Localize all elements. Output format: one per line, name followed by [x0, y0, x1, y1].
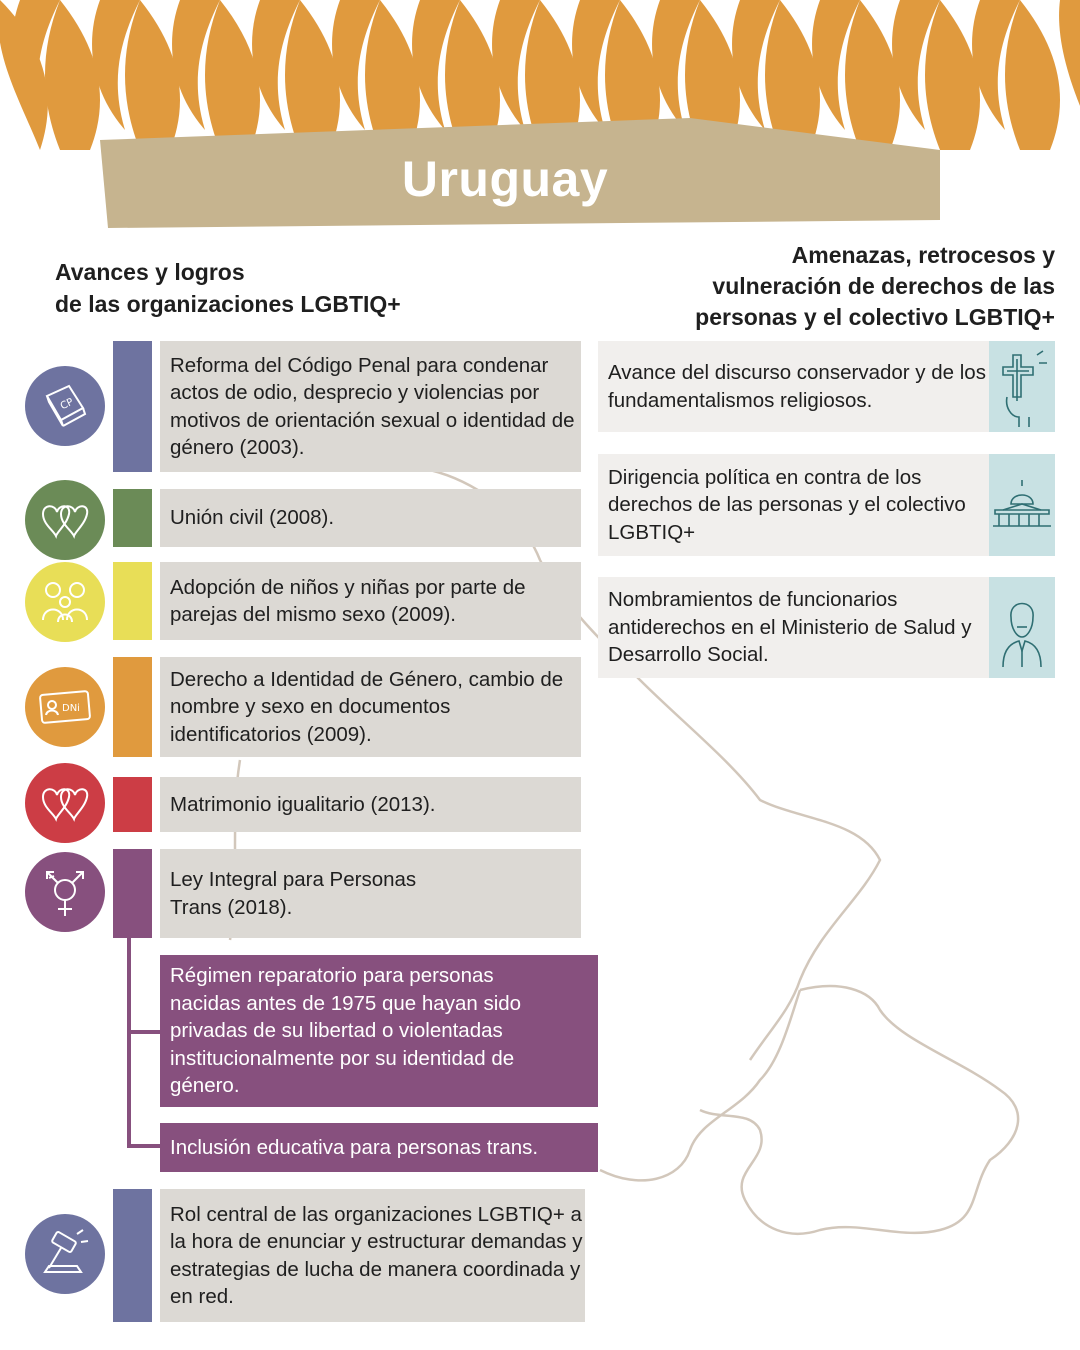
advance-text: Adopción de niños y niñas por parte de parejas del mismo sexo (2009).	[170, 575, 526, 626]
advance-item	[160, 1189, 585, 1322]
threats-heading-line: vulneración de derechos de las	[712, 273, 1055, 299]
page-title: Uruguay	[401, 151, 609, 207]
connector-line	[127, 1030, 160, 1034]
threat-text: Avance del discurso conservador y de los fundamentalismos religiosos.	[608, 361, 986, 412]
svg-text:CP: CP	[58, 396, 76, 413]
advance-text: Rol central de las organizaciones LGBTIQ+ a la hora de enunciar y estructurar demandas y estrategias de lucha de manera coordinada y en red.	[170, 1202, 583, 1308]
trans-subitem	[160, 1123, 598, 1172]
advances-heading-line: Avances y logros	[55, 259, 245, 285]
threat-item	[598, 341, 989, 432]
threats-heading-line: personas y el colectivo LGBTIQ+	[695, 304, 1055, 330]
advance-item	[160, 341, 581, 472]
advance-color-bar	[113, 562, 152, 640]
two-hearts-icon	[25, 763, 105, 843]
advance-color-bar	[113, 777, 152, 832]
advance-text: Derecho a Identidad de Género, cambio de nombre y sexo en documentos identificatorios (2009).	[170, 667, 564, 746]
gavel-icon	[25, 1214, 105, 1294]
id-card-icon	[25, 667, 105, 747]
advance-item	[160, 849, 581, 938]
advances-heading-line: de las organizaciones LGBTIQ+	[55, 291, 401, 317]
trans-subitem-text: Régimen reparatorio para personas nacidas antes de 1975 que hayan sido privadas de su libertad o violentadas institucionalmente por su identidad de género.	[170, 964, 522, 1098]
connector-line	[127, 938, 131, 1148]
advance-text: Unión civil (2008).	[170, 506, 335, 530]
advance-text: Ley Integral para Personas Trans (2018).	[170, 868, 417, 919]
threat-item	[598, 454, 989, 556]
svg-text:DNi: DNi	[62, 703, 80, 714]
advance-color-bar	[113, 489, 152, 547]
threats-heading-line: Amenazas, retrocesos y	[791, 242, 1055, 268]
threat-text: Nombramientos de funcionarios antiderechos en el Ministerio de Salud y Desarrollo Social.	[608, 588, 972, 667]
trans-subitem-text: Inclusión educativa para personas trans.	[170, 1135, 539, 1159]
penal-code-book-icon	[25, 366, 105, 446]
cross-hand-icon	[989, 341, 1055, 432]
advance-color-bar	[113, 341, 152, 472]
trans-subitem	[160, 955, 598, 1107]
threats-heading	[585, 240, 1055, 333]
advance-color-bar	[113, 1189, 152, 1322]
advance-item	[160, 777, 581, 832]
advance-color-bar	[113, 657, 152, 757]
advance-text: Reforma del Código Penal para condenar actos de odio, desprecio y violencias por motivos de orientación sexual o identidad de género (2003).	[170, 353, 575, 459]
family-icon	[25, 562, 105, 642]
advance-color-bar	[113, 849, 152, 938]
threat-item	[598, 577, 989, 678]
capitol-building-icon	[989, 454, 1055, 556]
connector-line	[127, 1144, 160, 1148]
advance-item	[160, 489, 581, 547]
advances-heading	[55, 256, 401, 320]
advance-item	[160, 562, 581, 640]
transgender-symbol-icon	[25, 852, 105, 932]
advance-item	[160, 657, 581, 757]
advance-text: Matrimonio igualitario (2013).	[170, 792, 436, 816]
two-hearts-icon	[25, 480, 105, 560]
official-portrait-icon	[989, 577, 1055, 678]
threat-text: Dirigencia política en contra de los derechos de las personas y el colectivo LGBTIQ+	[608, 465, 966, 544]
